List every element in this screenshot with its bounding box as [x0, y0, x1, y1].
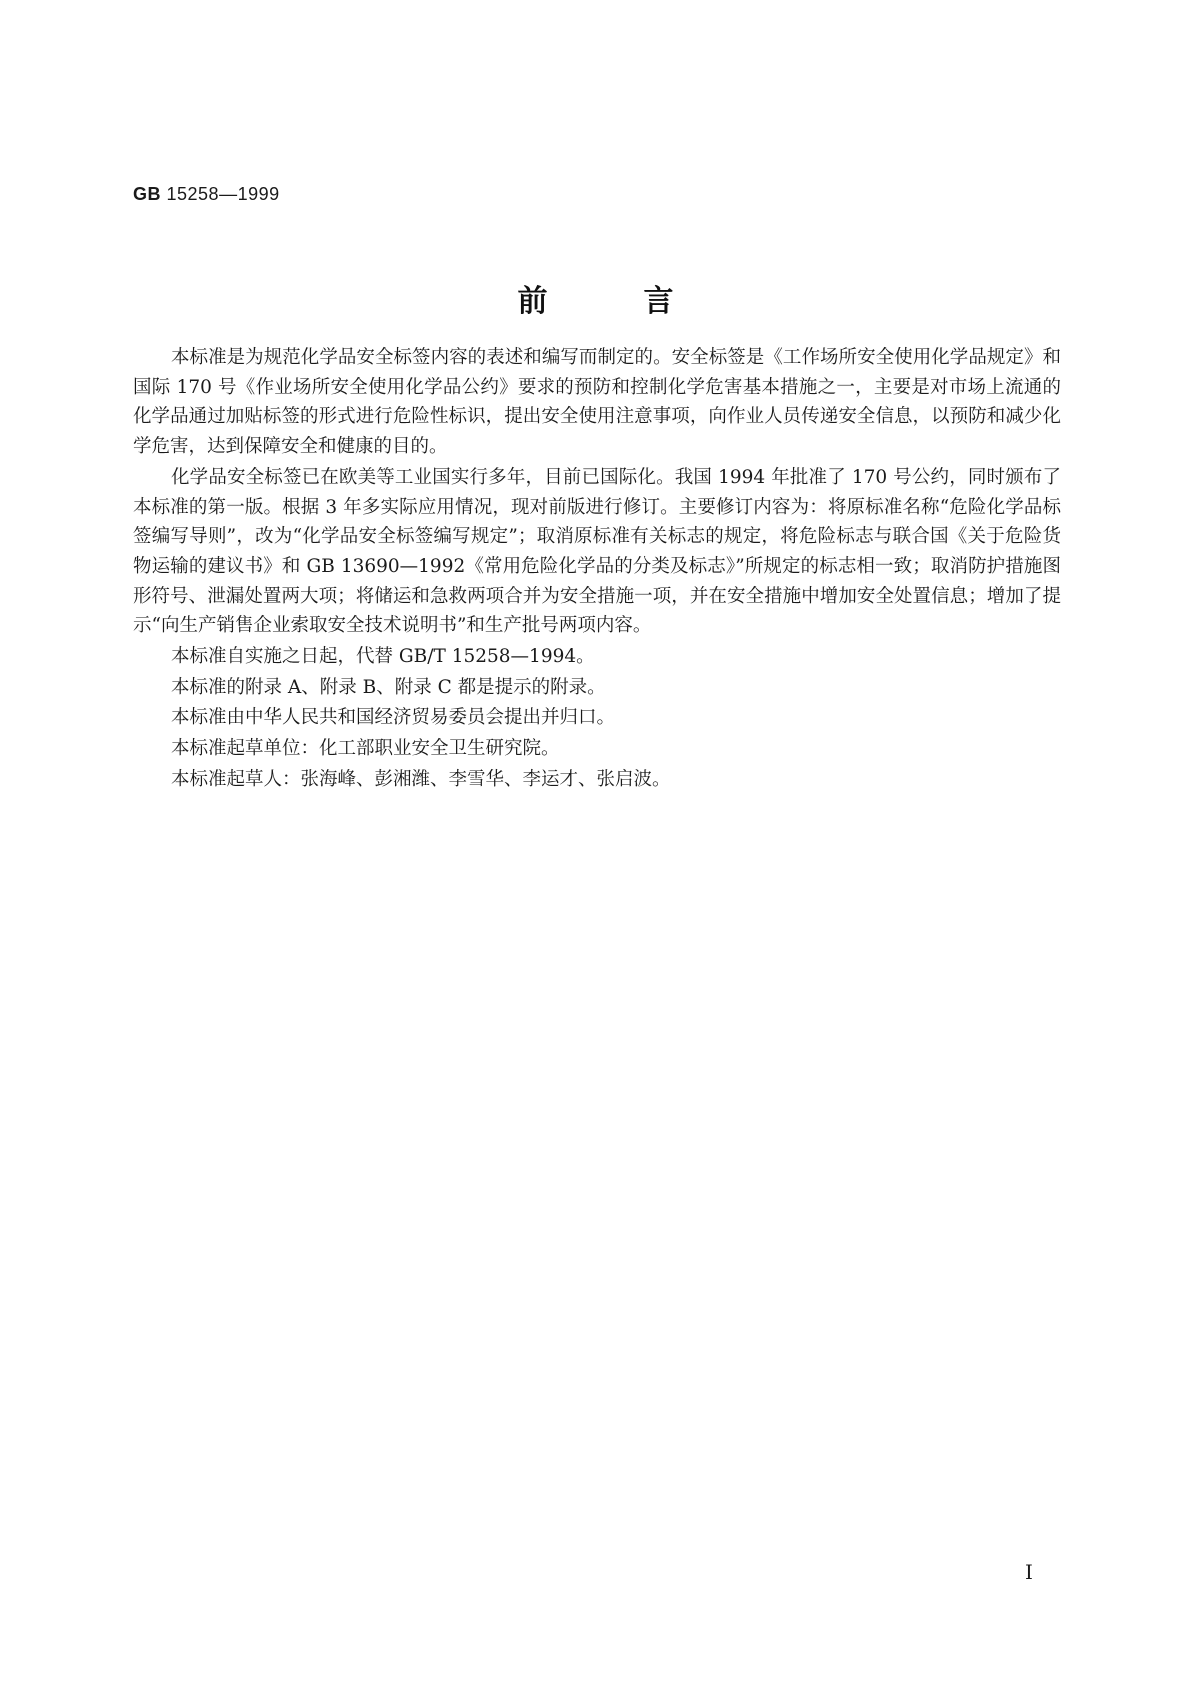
standard-number: 15258—1999: [166, 184, 280, 204]
paragraph-appendices: 本标准的附录 A、附录 B、附录 C 都是提示的附录。: [171, 676, 606, 698]
page-number: I: [1025, 1560, 1033, 1584]
paragraph-replacement: 本标准自实施之日起，代替 GB/T 15258—1994。: [171, 646, 595, 668]
paragraph-purpose: 本标准是为规范化学品安全标签内容的表述和编写而制定的。安全标签是《工作场所安全使用化学品规定》和国际 170 号《作业场所安全使用化学品公约》要求的预防和控制化学危害基本措施之一，主要是对市场上流通的化学品通过加贴标签的形式进行危险性标识，提出安全使用注意事项，向作业人员传递安全信息，以预防和减少化学危害，达到保障安全和健康的目的。: [133, 347, 1061, 458]
standard-prefix: GB: [133, 184, 161, 204]
paragraph-drafters: 本标准起草人：张海峰、彭湘潍、李雪华、李运才、张启波。: [171, 768, 671, 790]
paragraph-revision: 化学品安全标签已在欧美等工业国实行多年，目前已国际化。我国 1994 年批准了 170 号公约，同时颁布了本标准的第一版。根据 3 年多实际应用情况，现对前版进行修订。主要修订内容为：将原标准名称“危险化学品标签编写导则”，改为“化学品安全标签编写规定”；取消原标准有关标志的规定，将危险标志与联合国《关于危险货物运输的建议书》和 GB 13690—1992《常用危险化学品的分类及标志》”所规定的标志相一致；取消防护措施图形符号、泄漏处置两大项；将储运和急救两项合并为安全措施一项，并在安全措施中增加安全处置信息；增加了提示“向生产销售企业索取安全技术说明书”和生产批号两项内容。: [133, 466, 1061, 637]
paragraph-proposer: 本标准由中华人民共和国经济贸易委员会提出并归口。: [171, 707, 616, 729]
foreword-body: [133, 343, 1061, 796]
standard-code: [133, 184, 280, 205]
paragraph-drafting-unit: 本标准起草单位：化工部职业安全卫生研究院。: [171, 738, 560, 760]
page-title: 前言: [517, 284, 770, 319]
